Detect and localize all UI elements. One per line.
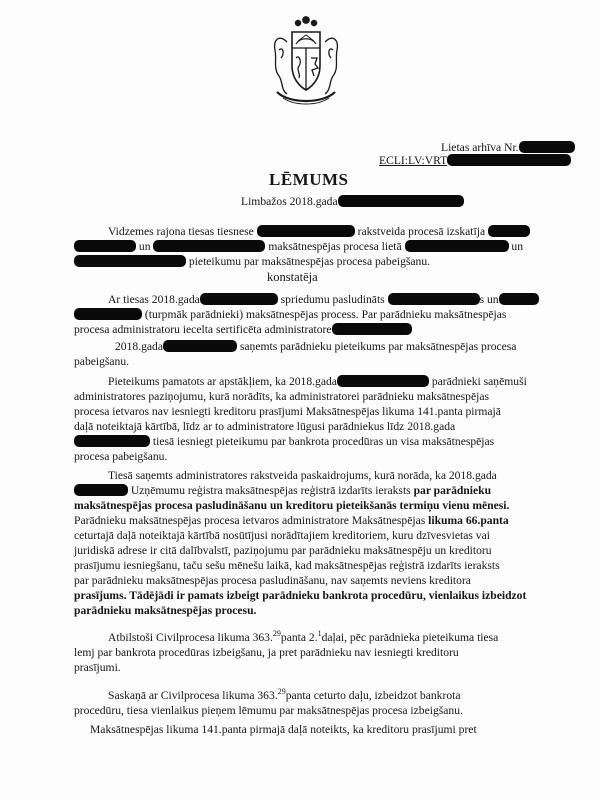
intro-text: maksātnespējas procesa lietā <box>268 240 402 253</box>
p2-text: Pieteikums pamatots ar apstākļiem, ka 2018.gada <box>108 375 337 388</box>
p3-text: Parādnieku maksātnespējas procesa ietvaros administratore Maksātnespējas <box>74 514 426 527</box>
p4-text: panta 2. <box>280 631 318 644</box>
intro-text: Vidzemes rajona tiesas tiesnese <box>108 225 254 238</box>
redaction-bar <box>74 435 150 447</box>
p4-text: lemj par bankrota procedūras izbeigšanu, ja pret parādnieku nav iesniegti kreditoru <box>74 646 459 659</box>
p1-text: (turpmāk parādnieki) maksātnespējas process. Par parādnieku maksātnespējas <box>144 308 507 321</box>
p4-line-2 <box>74 645 459 660</box>
p2-line-6 <box>74 449 167 464</box>
p5-text: Saskaņā ar Civilprocesa likuma 363. <box>108 689 278 702</box>
p6-line-1 <box>90 722 477 737</box>
p4-text: daļai, pēc parādnieka pieteikuma tiesa <box>321 631 499 644</box>
p3-text: Uzņēmumu reģistra maksātnespējas reģistrā izdarīts ieraksts <box>130 484 411 497</box>
coat-of-arms-icon <box>265 10 347 110</box>
p1-line-5 <box>74 354 129 369</box>
redaction-bar <box>519 141 575 153</box>
p2-text: procesa pabeigšanu. <box>74 450 168 463</box>
p1-line-3 <box>74 322 412 337</box>
p2-text: administratores paziņojumu, kurā norādīts, ka administratorei parādnieku maksātnespējas <box>74 390 489 403</box>
redaction-bar <box>499 293 539 305</box>
intro-text: un <box>138 240 151 253</box>
p2-line-3 <box>74 404 501 419</box>
p5-line-2 <box>74 703 463 718</box>
place-date: Limbažos 2018.gada <box>241 195 338 208</box>
p1-text: procesa administratoru iecelta sertificēta administratore <box>74 323 332 336</box>
redaction-bar <box>257 225 355 237</box>
p3-text: maksātnespējas procesa pasludināšanu un kreditoru pieteikšanās termiņu vienu mēnesi. <box>74 499 510 512</box>
redaction-bar <box>337 375 429 387</box>
p3-text: Tiesā saņemts administratores rakstveida paskaidrojums, kurā norāda, ka 2018.gada <box>108 469 497 482</box>
p6-text: Maksātnespējas likuma 141.panta pirmajā daļā noteikts, ka kreditoru prasījumi pret <box>90 723 477 736</box>
p3-text: par parādnieku maksātnespējas procesa pasludināšanu, nav saņemts neviens kreditora <box>74 574 471 587</box>
p1-text: 2018.gada <box>115 340 163 353</box>
p2-text: parādnieki saņēmuši <box>431 375 527 388</box>
p4-line-1 <box>108 630 498 645</box>
intro-text: un <box>511 240 523 253</box>
p1-line-1 <box>108 292 539 307</box>
p4-superscript: 29 <box>272 629 281 639</box>
p1-text: pabeigšanu. <box>74 355 130 368</box>
redaction-bar <box>153 240 265 252</box>
redaction-bar <box>163 340 237 352</box>
p3-line-3 <box>74 498 509 513</box>
p4-text: Atbilstoši Civilprocesa likuma 363. <box>108 631 273 644</box>
p2-text: procesa ietvaros nav iesniegti kreditoru prasījumi Maksātnespējas likuma 141.panta pirmajā <box>74 405 501 418</box>
p4-superscript: 1 <box>317 629 322 639</box>
p1-text: saņemts parādnieku pieteikums par maksātnespējas procesa <box>239 340 517 353</box>
p3-text: parādnieku maksātnespējas procesu. <box>74 604 257 617</box>
p3-line-4 <box>74 513 509 528</box>
intro-line-1 <box>108 224 530 239</box>
p3-text: ceturtajā daļā noteiktajā kārtībā nosūtījusi norādītajiem kreditoriem, kuru dzīvesvietas vai <box>74 529 490 542</box>
p3-text: prasījumu iesniegšanu, taču sešu mēnešu laikā, kad maksātnespējas reģistrā izdarīts ieraksts <box>74 559 500 572</box>
redaction-bar <box>405 240 509 252</box>
p2-line-2 <box>74 389 489 404</box>
redaction-bar <box>447 154 571 166</box>
p3-line-7 <box>74 558 500 573</box>
intro-line-2 <box>74 239 523 254</box>
p3-line-6 <box>74 543 492 558</box>
document-title: LĒMUMS <box>269 170 349 189</box>
p3-line-10 <box>74 603 256 618</box>
p1-line-4 <box>115 339 516 354</box>
redaction-bar <box>74 255 186 267</box>
p2-line-1 <box>108 374 527 389</box>
archive-number-label: Lietas arhīva Nr. <box>441 141 519 154</box>
p2-text: tiesā iesniegt pieteikumu par bankrota procedūras un visa maksātnespējas <box>152 435 495 448</box>
p3-text: juridiskā adrese ir citā dalībvalstī, paziņojumu par parādnieku maksātnespēju un kreditoru <box>74 544 492 557</box>
redaction-bar <box>74 308 142 320</box>
p1-line-2 <box>74 307 506 322</box>
intro-line-3 <box>74 254 430 269</box>
p3-text: par parādnieku <box>413 484 492 497</box>
p5-text: procedūru, tiesa vienlaikus pieņem lēmumu par maksātnespējas procesa izbeigšanu. <box>74 704 463 717</box>
p1-text: spriedumu pasludināts <box>280 293 385 306</box>
redaction-bar <box>388 293 480 305</box>
p1-text: Ar tiesas 2018.gada <box>108 293 200 306</box>
intro-text: rakstveida procesā izskatīja <box>357 225 486 238</box>
p3-text: likuma 66.panta <box>428 514 509 527</box>
redaction-bar <box>338 195 464 207</box>
p2-text: daļā noteiktajā kārtībā, līdz ar to administratore lūgusi parādniekus līdz 2018.gada <box>74 420 456 433</box>
section-heading-konstateja: konstatēja <box>267 270 318 284</box>
p5-text: panta ceturto daļu, izbeidzot bankrota <box>285 689 461 702</box>
p3-line-2 <box>74 483 491 498</box>
redaction-bar <box>74 240 136 252</box>
redaction-bar <box>200 293 278 305</box>
p4-line-3 <box>74 660 121 675</box>
redaction-bar <box>332 323 412 335</box>
place-date-line <box>241 194 464 209</box>
p2-line-4 <box>74 419 455 434</box>
p3-line-1 <box>108 468 497 483</box>
p3-line-5 <box>74 528 490 543</box>
ecli-line <box>379 153 571 168</box>
redaction-bar <box>488 225 530 237</box>
p3-text: prasījums. Tādējādi ir pamats izbeigt parādnieku bankrota procedūru, vienlaikus izbeidzot <box>74 589 527 602</box>
p3-line-8 <box>74 573 471 588</box>
p5-line-1 <box>108 688 461 703</box>
intro-text: pieteikumu par maksātnespējas procesa pabeigšanu. <box>188 255 431 268</box>
redaction-bar <box>74 484 128 496</box>
ecli-label: ECLI:LV:VRT <box>379 154 448 167</box>
p4-text: prasījumi. <box>74 661 121 674</box>
p5-superscript: 29 <box>277 687 286 697</box>
p1-text: s un <box>479 293 499 306</box>
p3-line-9 <box>74 588 526 603</box>
p2-line-5 <box>74 434 494 449</box>
